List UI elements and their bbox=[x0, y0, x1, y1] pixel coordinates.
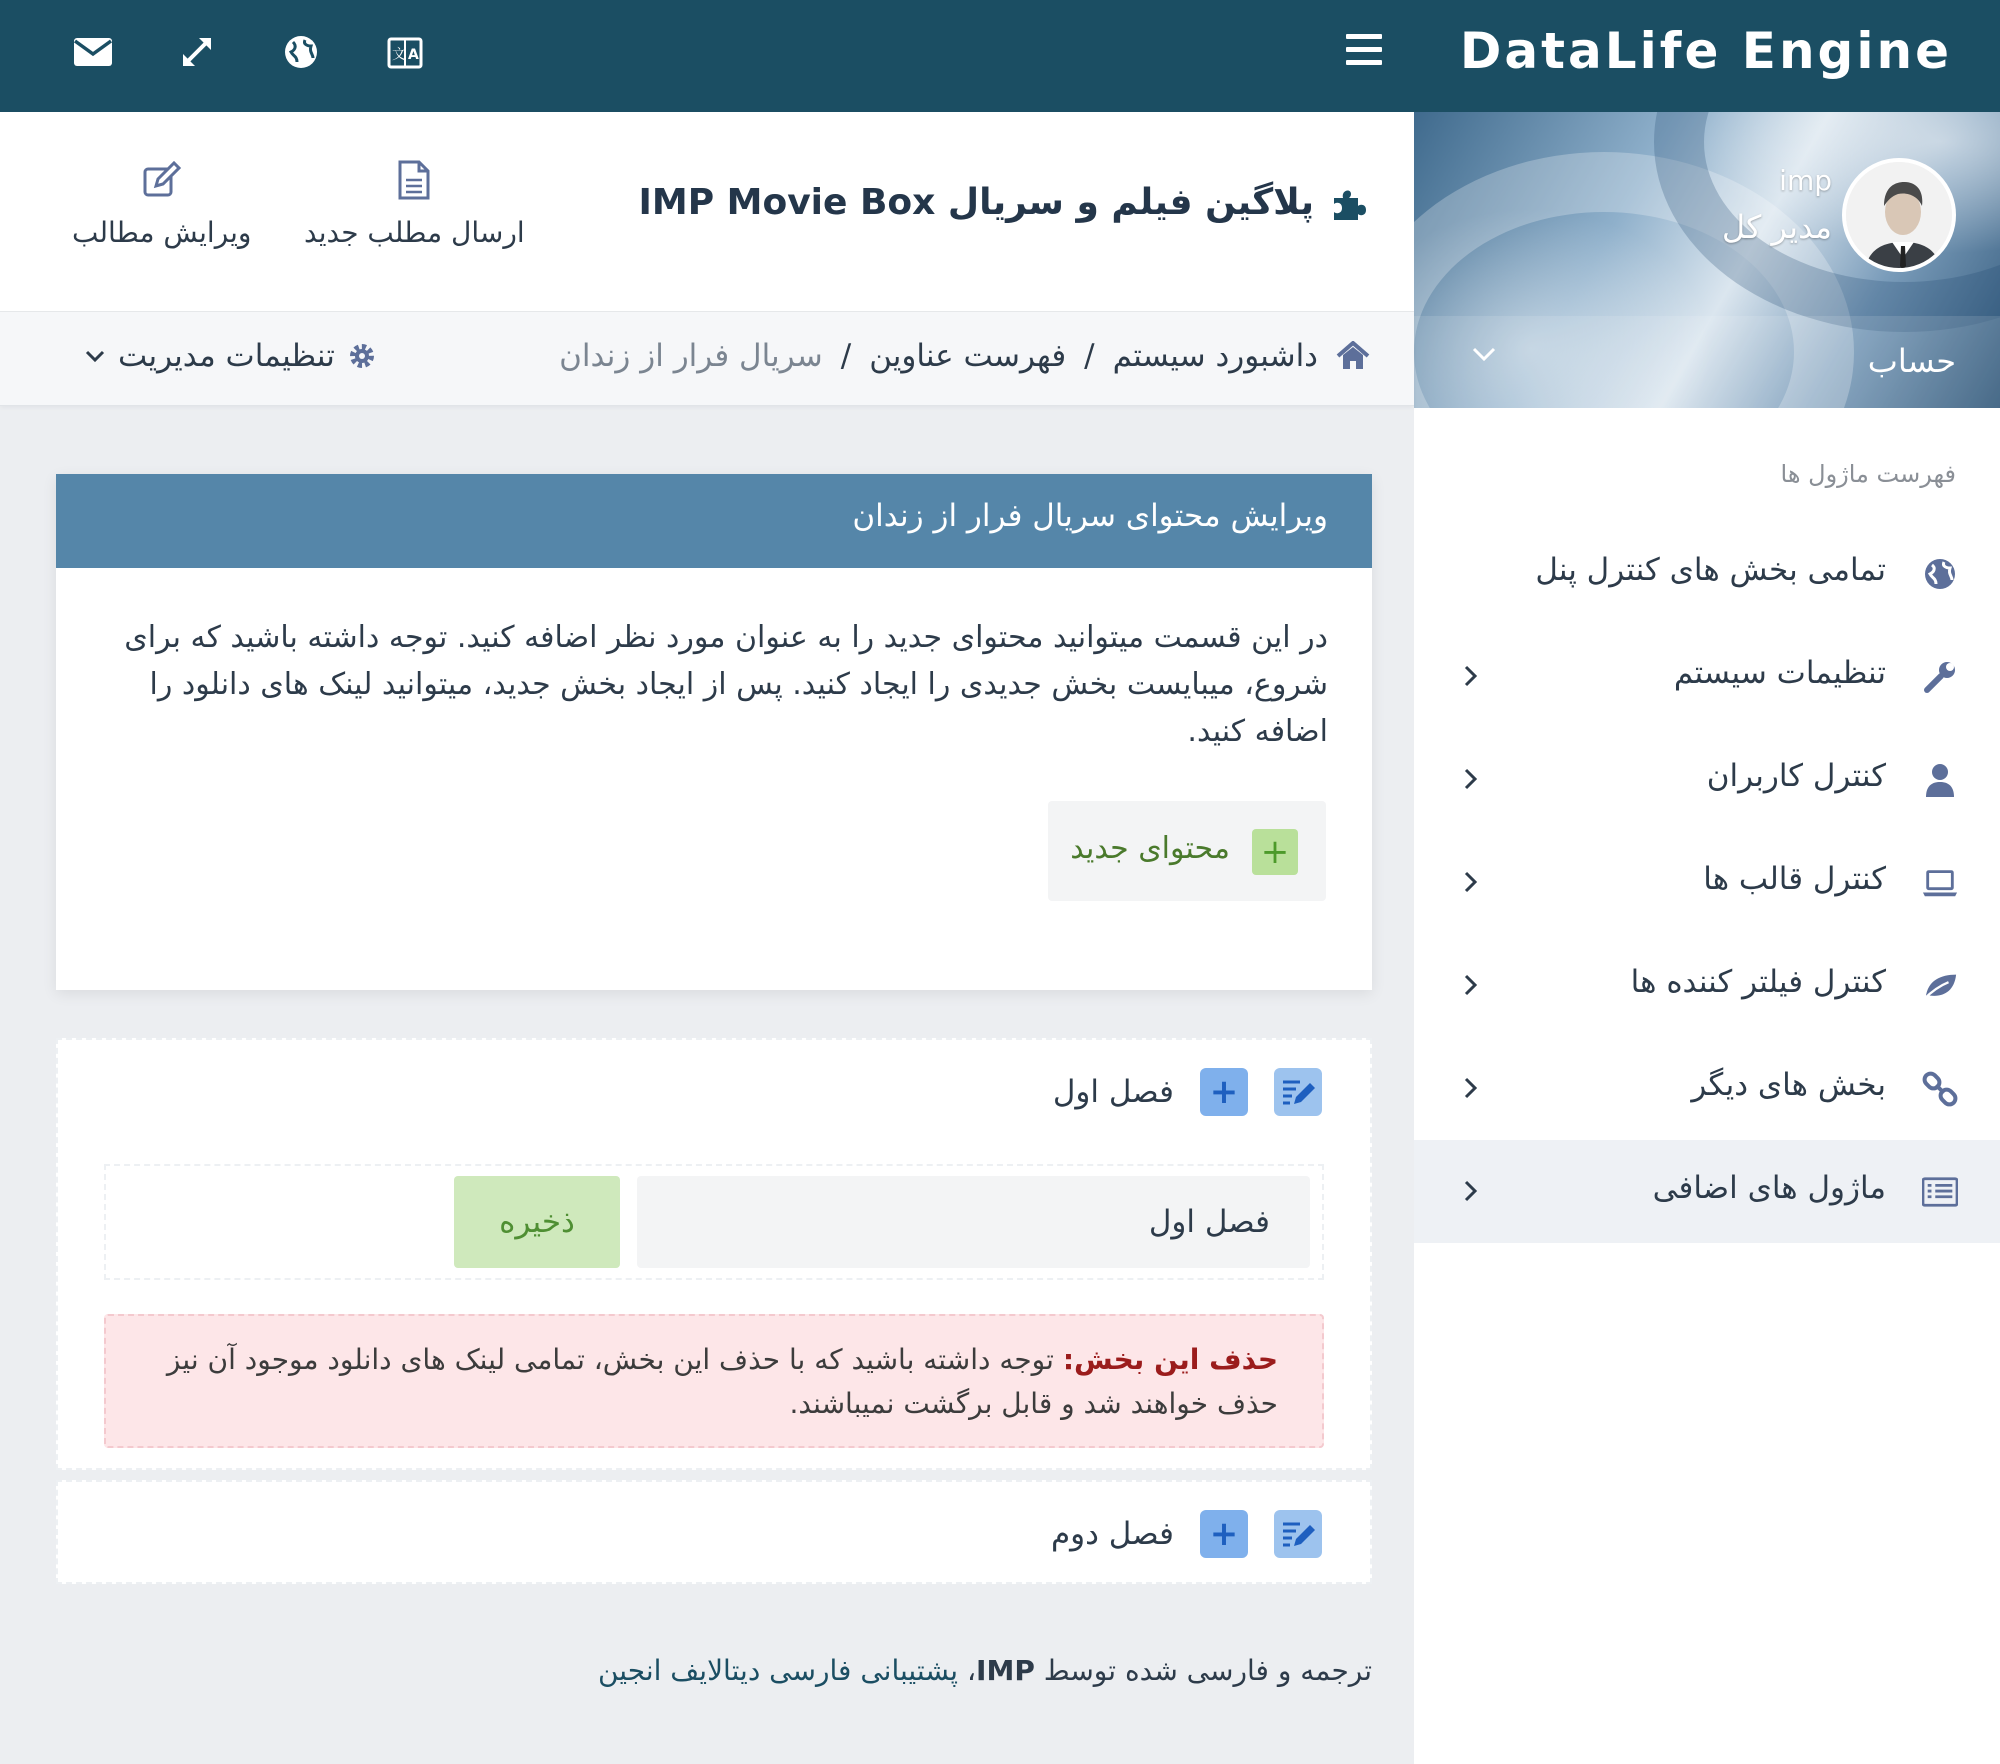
add-episode-button[interactable]: + bbox=[1200, 1510, 1248, 1558]
link-icon bbox=[1922, 1071, 1958, 1107]
admin-settings-label: تنظیمات مدیریت bbox=[118, 338, 335, 374]
breadcrumb-separator: / bbox=[840, 338, 852, 374]
season-title-input[interactable] bbox=[637, 1176, 1310, 1268]
plus-icon: + bbox=[1252, 829, 1298, 875]
breadcrumb-list[interactable]: فهرست عناوین bbox=[869, 338, 1067, 374]
sidebar-nav bbox=[1414, 522, 2000, 1243]
breadcrumb bbox=[559, 338, 1370, 374]
sidebar-item-filters[interactable] bbox=[1414, 934, 2000, 1037]
home-icon[interactable] bbox=[1336, 341, 1370, 371]
leaf-icon bbox=[1922, 968, 1958, 1004]
breadcrumb-separator: / bbox=[1084, 338, 1095, 374]
card-header bbox=[56, 474, 1372, 568]
new-content-label: محتوای جدید bbox=[1070, 831, 1230, 866]
brand-logo[interactable]: DataLife Engine bbox=[1459, 22, 1952, 80]
sidebar-item-label: تنظیمات سیستم bbox=[1673, 655, 1886, 691]
admin-settings-dropdown[interactable] bbox=[84, 338, 377, 374]
delete-section-alert bbox=[104, 1314, 1324, 1448]
new-post-label: ارسال مطلب جدید bbox=[304, 216, 525, 249]
edit-note-icon bbox=[1280, 1076, 1316, 1108]
edit-content-card bbox=[56, 474, 1372, 990]
language-icon[interactable] bbox=[384, 31, 426, 73]
sidebar-item-users[interactable] bbox=[1414, 728, 2000, 831]
season-name: فصل اول bbox=[1052, 1074, 1174, 1110]
sidebar-item-extra-modules[interactable] bbox=[1414, 1140, 2000, 1243]
sidebar-item-system-settings[interactable] bbox=[1414, 625, 2000, 728]
modules-section-label: فهرست ماژول ها bbox=[1780, 460, 1956, 488]
sidebar-item-label: کنترل قالب ها bbox=[1703, 861, 1886, 897]
envelope-icon[interactable] bbox=[72, 31, 114, 73]
save-button[interactable]: ذخیره bbox=[454, 1176, 620, 1268]
footer-author: IMP bbox=[976, 1654, 1035, 1687]
card-title: ویرایش محتوای سریال فرار از زندان bbox=[852, 498, 1328, 534]
page-title bbox=[639, 182, 1371, 223]
puzzle-icon bbox=[1330, 184, 1370, 222]
new-content-button[interactable] bbox=[1048, 801, 1326, 901]
sidebar bbox=[1414, 112, 2000, 1764]
edit-season-button[interactable] bbox=[1274, 1510, 1322, 1558]
sidebar-item-label: تمامی بخش های کنترل پنل bbox=[1535, 552, 1886, 588]
gear-icon bbox=[347, 341, 377, 371]
top-toolbar bbox=[72, 28, 426, 76]
chevron-right-icon bbox=[1462, 663, 1480, 693]
season-section bbox=[56, 1480, 1372, 1584]
sidebar-item-templates[interactable] bbox=[1414, 831, 2000, 934]
sidebar-item-all-sections[interactable] bbox=[1414, 522, 2000, 625]
edit-icon bbox=[72, 160, 251, 200]
edit-note-icon bbox=[1280, 1518, 1316, 1550]
laptop-icon bbox=[1922, 865, 1958, 901]
profile-role: مدیر کل bbox=[1721, 208, 1832, 246]
page-title-text: پلاگین فیلم و سریال IMP Movie Box bbox=[638, 182, 1314, 223]
svg-text:A: A bbox=[408, 47, 419, 63]
user-icon bbox=[1922, 762, 1958, 798]
sidebar-item-label: کنترل کاربران bbox=[1706, 758, 1886, 794]
add-episode-button[interactable]: + bbox=[1200, 1068, 1248, 1116]
svg-text:文: 文 bbox=[392, 47, 406, 63]
season-header bbox=[1053, 1068, 1322, 1116]
account-dropdown[interactable] bbox=[1414, 316, 2000, 408]
footer-prefix: ترجمه و فارسی شده توسط bbox=[1034, 1654, 1372, 1687]
delete-section-link[interactable]: حذف این بخش: bbox=[1062, 1343, 1278, 1376]
chevron-right-icon bbox=[1462, 766, 1480, 796]
sidebar-item-label: بخش های دیگر bbox=[1691, 1067, 1886, 1103]
avatar[interactable] bbox=[1842, 158, 1956, 272]
sidebar-item-other-sections[interactable] bbox=[1414, 1037, 2000, 1140]
footer-credit bbox=[598, 1654, 1372, 1687]
profile-panel bbox=[1414, 112, 2000, 408]
sidebar-item-label: ماژول های اضافی bbox=[1652, 1170, 1886, 1206]
chevron-right-icon bbox=[1462, 1178, 1480, 1208]
expand-icon[interactable] bbox=[176, 31, 218, 73]
breadcrumb-bar bbox=[0, 312, 1414, 406]
profile-username: imp bbox=[1779, 164, 1832, 197]
chevron-down-icon bbox=[84, 348, 106, 364]
edit-posts-label: ویرایش مطالب bbox=[72, 216, 252, 249]
footer-support-link[interactable]: پشتیبانی فارسی دیتالایف انجین bbox=[597, 1654, 959, 1687]
season-name: فصل دوم bbox=[1050, 1516, 1174, 1552]
season-section bbox=[56, 1038, 1372, 1470]
breadcrumb-dashboard[interactable]: داشبورد سیستم bbox=[1112, 338, 1318, 374]
alert-body: توجه داشته باشید که با حذف این بخش، تمامی لینک های دانلود موجود آن نیز حذف خواهند شد و قابل برگشت نمیباشند. bbox=[166, 1343, 1278, 1420]
sidebar-item-label: کنترل فیلتر کننده ها bbox=[1630, 964, 1886, 1000]
season-edit-form bbox=[104, 1164, 1324, 1280]
page-header bbox=[0, 112, 1414, 312]
breadcrumb-current: سریال فرار از زندان bbox=[559, 338, 823, 374]
footer-separator: ، bbox=[958, 1654, 977, 1687]
chevron-right-icon bbox=[1462, 972, 1480, 1002]
edit-season-button[interactable] bbox=[1274, 1068, 1322, 1116]
season-header bbox=[1051, 1510, 1322, 1558]
card-description: در این قسمت میتوانید محتوای جدید را به عنوان مورد نظر اضافه کنید. توجه داشته باشید که برای شروع، میبایست بخش جدیدی را ایجاد کنید. پس از ایجاد بخش جدید، میتوانید لینک های دانلود را اضافه کنید. bbox=[124, 620, 1328, 749]
top-bar bbox=[0, 0, 2000, 112]
chevron-right-icon bbox=[1462, 1075, 1480, 1105]
hamburger-icon[interactable] bbox=[1346, 34, 1382, 66]
chevron-down-icon bbox=[1470, 344, 1498, 368]
edit-posts-button[interactable] bbox=[72, 160, 251, 249]
new-post-button[interactable] bbox=[304, 160, 525, 249]
document-icon bbox=[304, 160, 525, 200]
account-label: حساب bbox=[1867, 342, 1956, 380]
list-icon bbox=[1922, 1174, 1958, 1210]
globe-icon[interactable] bbox=[280, 31, 322, 73]
alert-text bbox=[150, 1338, 1278, 1426]
chevron-right-icon bbox=[1462, 869, 1480, 899]
wrench-icon bbox=[1922, 659, 1958, 695]
globe-icon bbox=[1922, 556, 1958, 592]
